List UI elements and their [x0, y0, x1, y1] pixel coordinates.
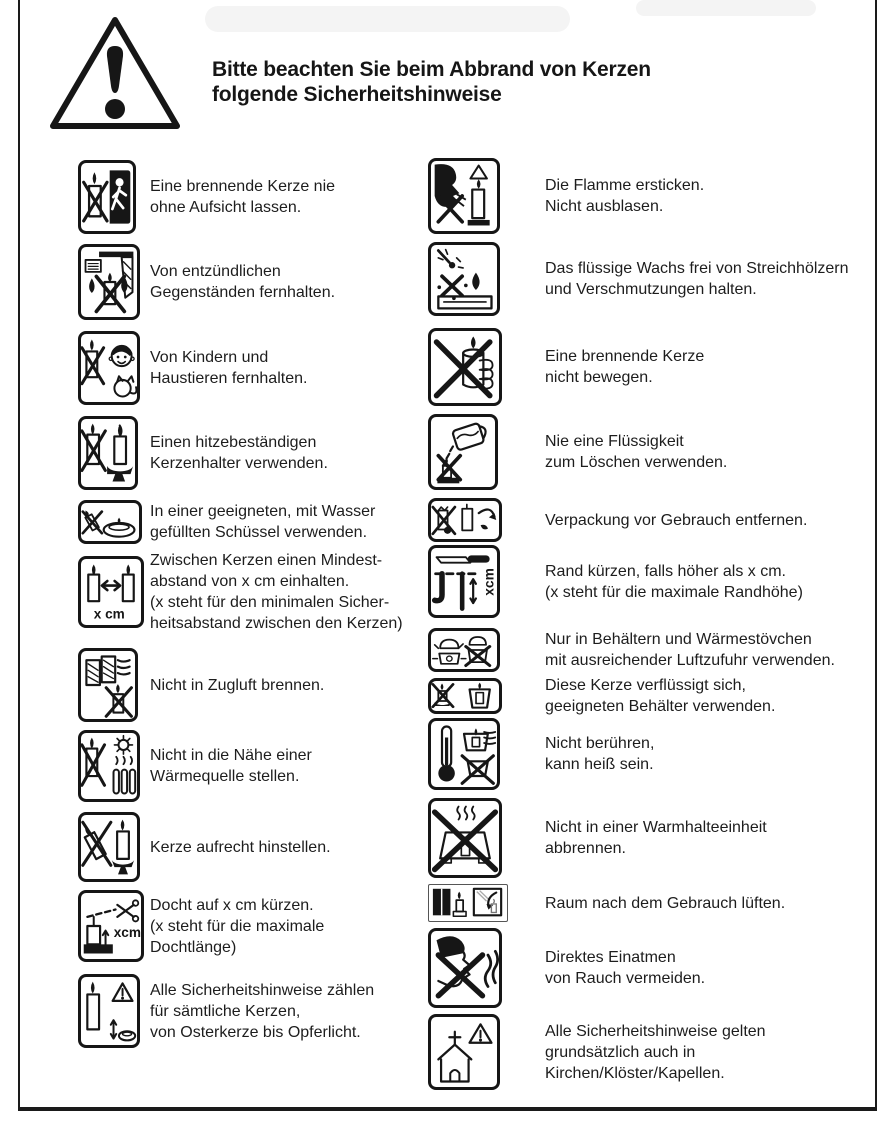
safety-item-text: [150, 837, 331, 858]
clean-wax-icon: [428, 242, 500, 316]
safety-item-line: Nur in Behältern und Wärmestövchen: [545, 631, 812, 648]
candle-unattended-icon: [78, 160, 136, 234]
safety-item-line: ohne Aufsicht lassen.: [150, 199, 302, 216]
safety-item-line: Verpackung vor Gebrauch entfernen.: [545, 512, 808, 529]
safety-item-line: kann heiß sein.: [545, 756, 654, 773]
safety-item-text: [545, 175, 704, 217]
safety-item-line: Das flüssige Wachs frei von Streichhölzern: [545, 260, 849, 277]
trim-wick-icon: [78, 890, 144, 962]
safety-item-text: [150, 980, 374, 1043]
do-not-touch-icon: [428, 718, 500, 790]
children-pets-icon: [78, 331, 140, 405]
safety-item-line: Gegenständen fernhalten.: [150, 284, 336, 301]
safety-item-text: [150, 432, 328, 474]
safety-item-line: Dochtlänge): [150, 939, 237, 956]
liquefying-candle-icon: [428, 678, 502, 714]
safety-item-line: Rand kürzen, falls höher als x cm.: [545, 563, 786, 580]
safety-item-line: Einen hitzebeständigen: [150, 434, 317, 451]
safety-item-line: zum Löschen verwenden.: [545, 454, 728, 471]
safety-item-text: [545, 510, 807, 531]
no-smoke-inhale-icon: [428, 928, 502, 1008]
safety-item-line: Haustieren fernhalten.: [150, 370, 308, 387]
safety-item-line: Eine brennende Kerze nie: [150, 178, 336, 195]
safety-item-text: [545, 346, 704, 388]
safety-item-line: Diese Kerze verflüssigt sich,: [545, 677, 746, 694]
remove-packaging-icon: [428, 498, 502, 542]
water-bowl-icon: [78, 500, 142, 544]
safety-item-line: Nicht in die Nähe einer: [150, 747, 312, 764]
safety-item-line: Kerze aufrecht hinstellen.: [150, 839, 331, 856]
safety-item-text: [545, 817, 767, 859]
safety-item-line: Nicht in einer Warmhalteeinheit: [545, 819, 767, 836]
container-airflow-icon: [428, 628, 500, 672]
safety-item-line: Docht auf x cm kürzen.: [150, 897, 314, 914]
svg-text:xcm: xcm: [113, 924, 141, 941]
safety-item-line: mit ausreichender Luftzufuhr verwenden.: [545, 652, 835, 669]
safety-item-text: [150, 347, 307, 389]
safety-item-text: [545, 733, 654, 775]
safety-item-line: und Verschmutzungen halten.: [545, 281, 757, 298]
safety-item-text: [545, 258, 849, 300]
safety-item-line: Alle Sicherheitshinweise gelten: [545, 1023, 766, 1040]
safety-item-text: [150, 745, 312, 787]
trim-rim-icon: [428, 545, 500, 618]
safety-item-line: Kirchen/Klöster/Kapellen.: [545, 1065, 725, 1082]
safety-item-line: (x steht für den minimalen Sicher-: [150, 594, 390, 611]
page-title-line2: folgende Sicherheitshinweise: [212, 83, 502, 106]
safety-item-text: [150, 895, 324, 958]
smother-flame-icon: [428, 158, 500, 234]
safety-item-line: für sämtliche Kerzen,: [150, 1003, 301, 1020]
safety-item-text: [545, 431, 727, 473]
safety-item-text: [150, 675, 324, 696]
safety-item-line: gefüllten Schüssel verwenden.: [150, 524, 368, 541]
all-candle-types-icon: [78, 974, 140, 1048]
safety-item-line: Nie eine Flüssigkeit: [545, 433, 684, 450]
safety-item-line: Die Flamme ersticken.: [545, 177, 705, 194]
page-title-line1: Bitte beachten Sie beim Abbrand von Kerzen: [212, 58, 651, 81]
svg-text:x cm: x cm: [93, 606, 125, 622]
do-not-move-icon: [428, 328, 502, 406]
warning-triangle-icon: [45, 12, 185, 134]
safety-item-line: Raum nach dem Gebrauch lüften.: [545, 895, 786, 912]
page-title: [212, 57, 651, 107]
safety-item-line: geeigneten Behälter verwenden.: [545, 698, 776, 715]
safety-item-line: (x steht für die maximale: [150, 918, 325, 935]
safety-item-line: von Rauch vermeiden.: [545, 970, 706, 987]
svg-text:xcm: xcm: [481, 568, 497, 596]
safety-item-line: Wärmequelle stellen.: [150, 768, 300, 785]
safety-item-line: Zwischen Kerzen einen Mindest-: [150, 552, 383, 569]
safety-item-line: Von entzündlichen: [150, 263, 281, 280]
safety-item-line: In einer geeigneten, mit Wasser: [150, 503, 376, 520]
flammable-objects-icon: [78, 244, 140, 320]
candle-upright-icon: [78, 812, 140, 882]
safety-item-line: Nicht in Zugluft brennen.: [150, 677, 325, 694]
safety-item-line: grundsätzlich auch in: [545, 1044, 696, 1061]
safety-item-text: [545, 629, 835, 671]
safety-item-text: [545, 893, 785, 914]
safety-item-text: [545, 1021, 766, 1084]
safety-item-line: von Osterkerze bis Opferlicht.: [150, 1024, 361, 1041]
safety-item-text: [545, 947, 705, 989]
safety-item-text: [545, 561, 803, 603]
heat-resistant-holder-icon: [78, 416, 138, 490]
no-liquid-icon: [428, 414, 498, 490]
safety-item-text: [545, 675, 775, 717]
safety-item-line: Von Kindern und: [150, 349, 269, 366]
safety-item-text: [150, 261, 335, 303]
no-food-warmer-icon: [428, 798, 502, 878]
no-draft-icon: [78, 648, 138, 722]
safety-item-line: heitsabstand zwischen den Kerzen): [150, 615, 403, 632]
safety-item-line: Direktes Einatmen: [545, 949, 676, 966]
safety-item-text: [150, 501, 375, 543]
safety-item-line: nicht bewegen.: [545, 369, 653, 386]
safety-item-text: [150, 176, 335, 218]
safety-item-line: Nicht berühren,: [545, 735, 655, 752]
safety-item-line: Nicht ausblasen.: [545, 198, 664, 215]
safety-item-line: abstand von x cm einhalten.: [150, 573, 350, 590]
safety-item-line: Kerzenhalter verwenden.: [150, 455, 328, 472]
ventilate-room-icon: [428, 884, 508, 922]
no-heat-source-icon: [78, 730, 140, 802]
safety-item-line: (x steht für die maximale Randhöhe): [545, 584, 803, 601]
safety-item-line: abbrennen.: [545, 840, 626, 857]
safety-item-line: Alle Sicherheitshinweise zählen: [150, 982, 375, 999]
church-icon: [428, 1014, 500, 1090]
safety-item-line: Eine brennende Kerze: [545, 348, 705, 365]
safety-item-text: [150, 550, 403, 634]
candle-distance-icon: [78, 556, 144, 628]
